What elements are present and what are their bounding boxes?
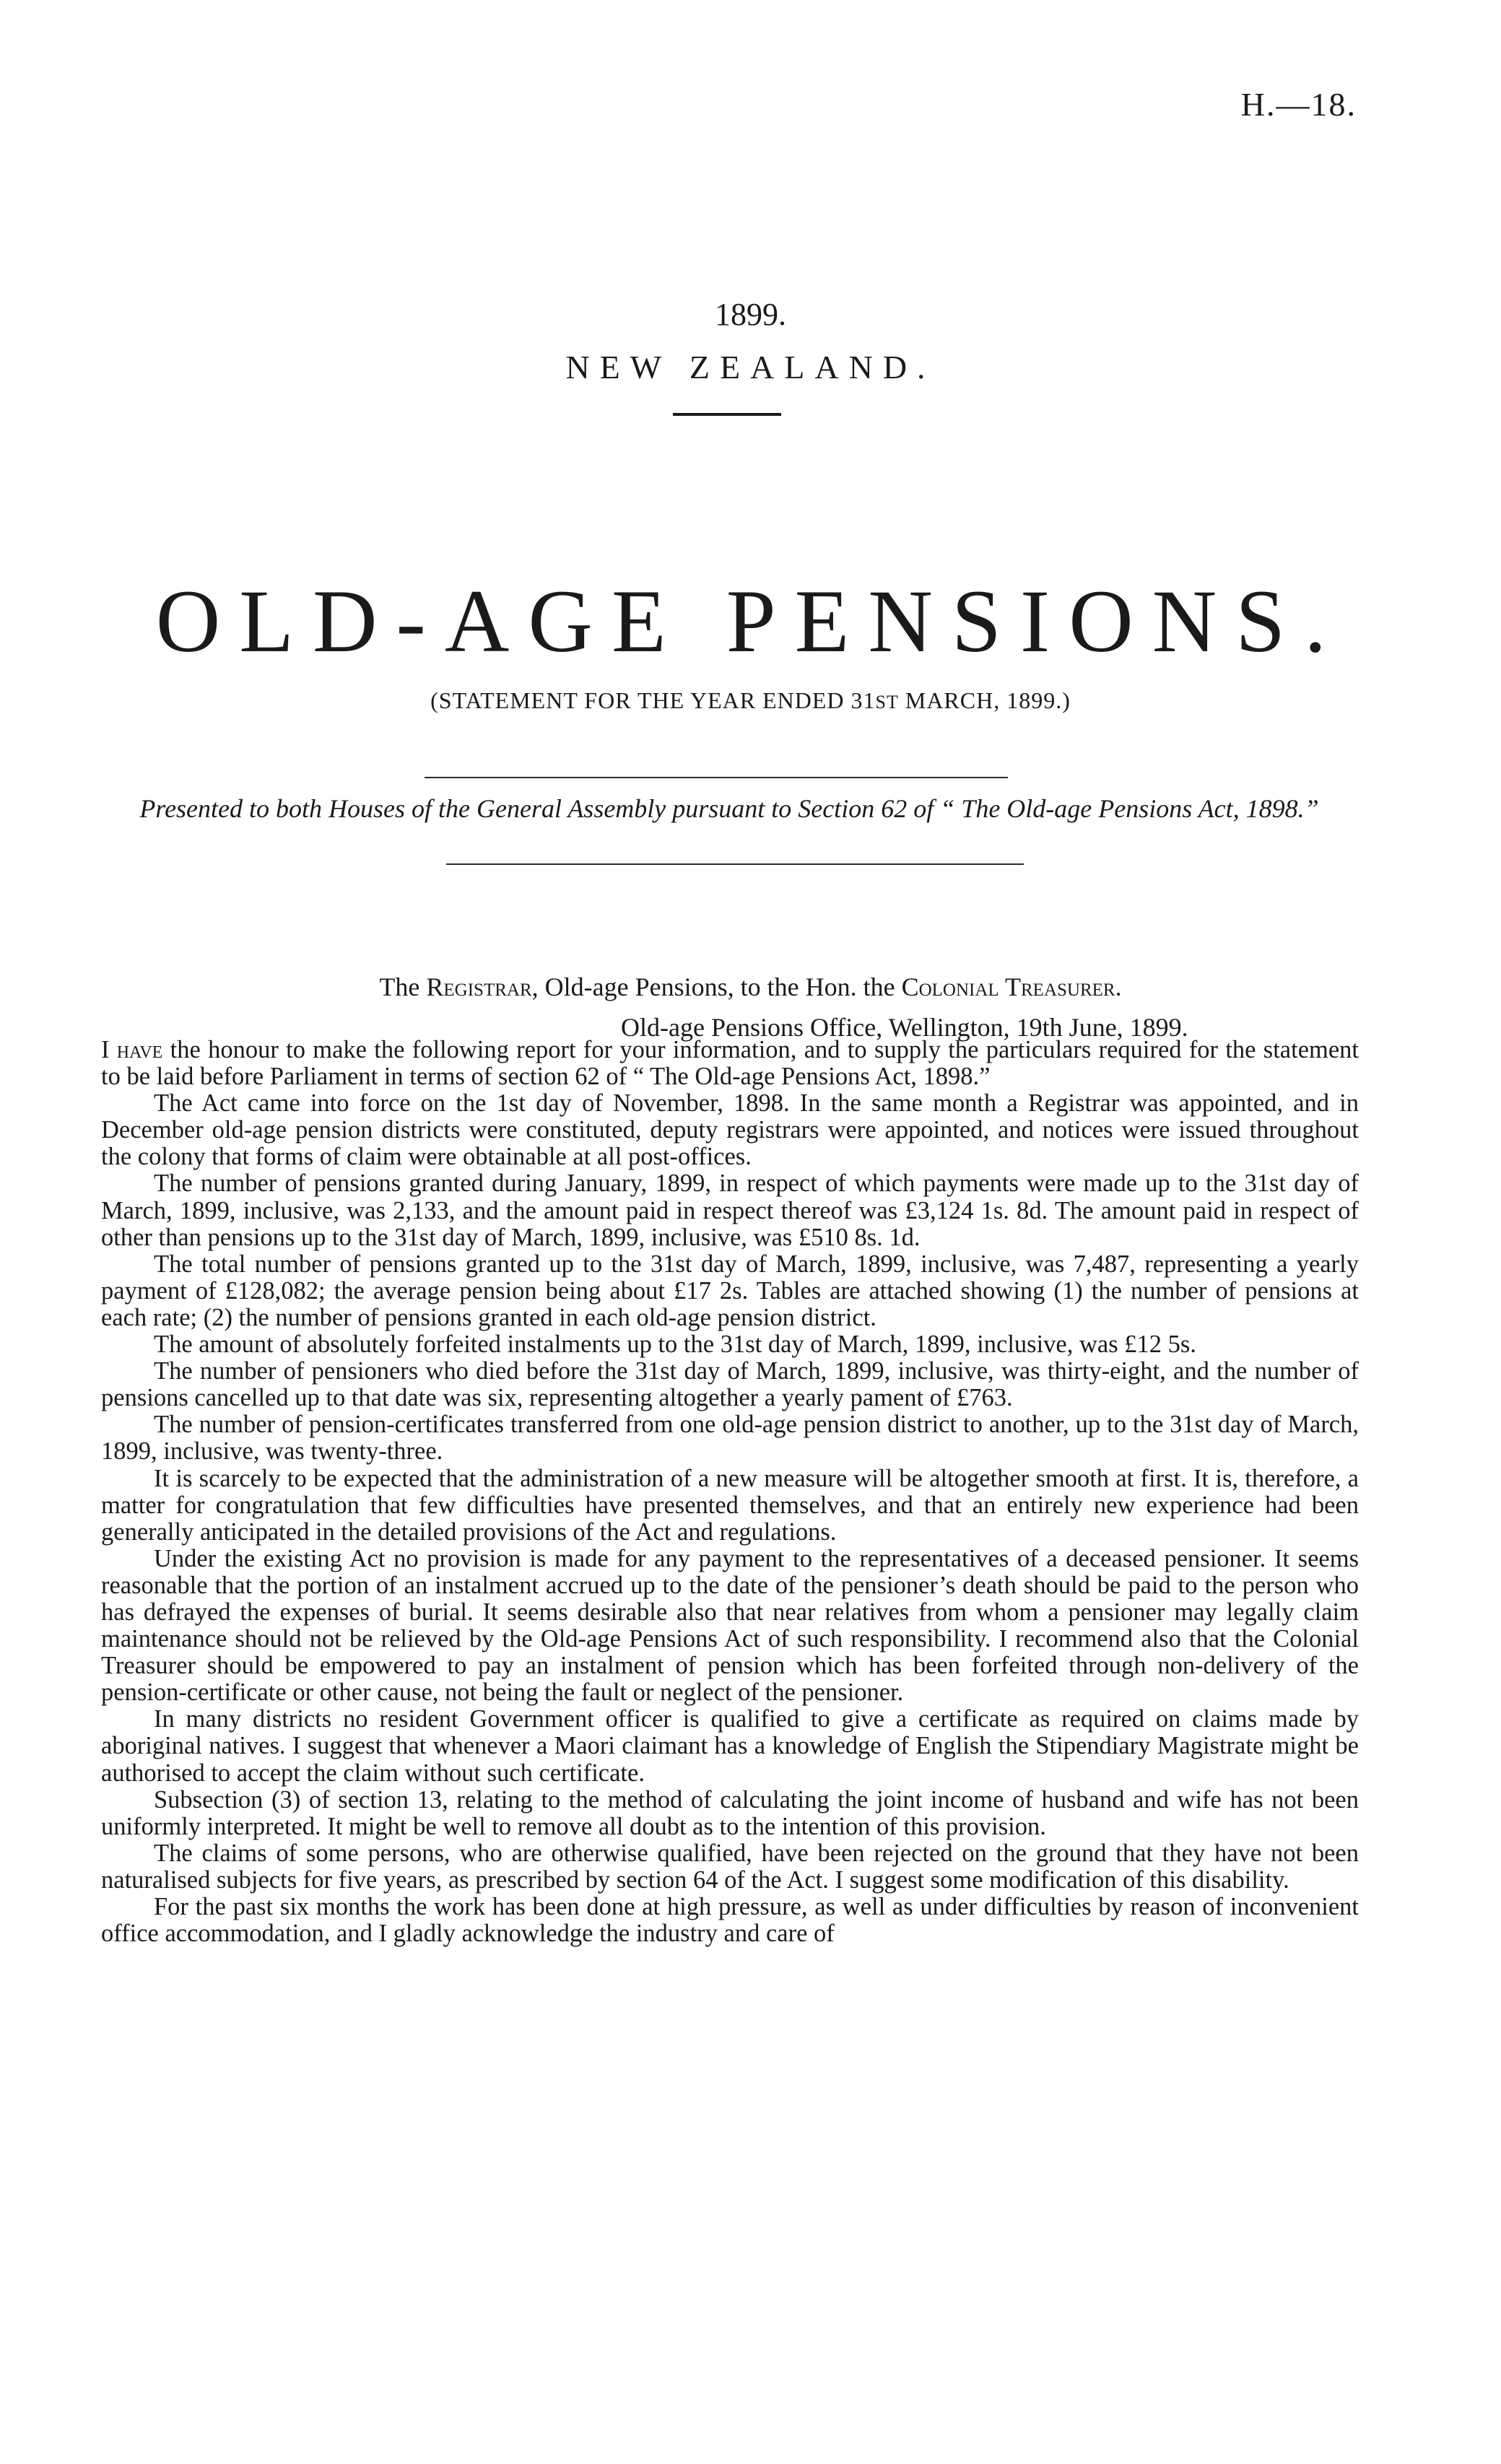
paragraph [101,1037,1359,1090]
subtitle-post: MARCH, 1899.) [898,687,1071,713]
paragraph: The number of pensioners who died before the 31st day of March, 1899, inclusive, was thirty-eight, and the number of pensions cancelled up to that date was six, representing altogether a yearly pament of £763. [101,1357,1359,1412]
subtitle-suffix: ST [875,692,899,713]
paragraph-text: the honour to make the following report for your information, and to supply the particulars required for the statement to be laid before Parliament in terms of section 62 of “ The Old-age Pensions Act, 1898.” [101,1036,1359,1091]
letter-dateline: Old-age Pensions Office, Wellington, 19th June, 1899. [621,1013,1188,1042]
masthead-rule [673,413,781,416]
presented-top-rule [425,777,1008,778]
opening-words: I have [101,1036,163,1063]
paragraph: Under the existing Act no provision is made for any payment to the representatives of a deceased pensioner. It seems reasonable that the portion of an instalment accrued up to the date of the pensioner’s death should be paid to the person who has defrayed the expenses of burial. It seems desirable also that near relatives from whom a pensioner may legally claim maintenance should not be relieved by the Old-age Pensions Act of such responsibility. I recommend also that the Colonial Treasurer should be empowered to pay an instalment of pension which has been forfeited through non-delivery of the pension-certificate or other cause, not being the fault or neglect of the pensioner. [101,1544,1359,1707]
subtitle-pre: (STATEMENT FOR THE YEAR ENDED 31 [430,687,876,713]
presented-bottom-rule [446,863,1024,865]
letter-header-end: . [1115,972,1122,1001]
paragraph: The number of pensions granted during January, 1899, in respect of which payments were made up to the 31st day of March, 1899, inclusive, was 2,133, and the amount paid in respect thereof was £3,124 1s. 8d. The amount paid in respect of other than pensions up to the 31st day of March, 1899, inclusive, was £510 8s. 1d. [101,1170,1359,1251]
document-title: OLD-AGE PENSIONS. [155,572,1346,671]
year: 1899. [715,297,786,332]
letter-body [101,1037,1359,1947]
paragraph: The amount of absolutely forfeited instalments up to the 31st day of March, 1899, inclusive, was £12 5s. [154,1331,1196,1359]
paragraph: The claims of some persons, who are otherwise qualified, have been rejected on the ground that they have not been naturalised subjects for five years, as prescribed by section 64 of the Act. I suggest some modification of this disability. [101,1839,1359,1894]
paragraph: The total number of pensions granted up to the 31st day of March, 1899, inclusive, was 7,487, representing a yearly payment of £128,082; the average pension being about £17 2s. Tables are attached showing (1) the number of pensions at each rate; (2) the number of pensions granted in each old-age pension district. [101,1250,1359,1331]
country-heading: NEW ZEALAND. [565,349,936,386]
letter-recipient: Colonial Treasurer [901,972,1115,1001]
letter-header [0,972,1501,1002]
presented-notice: Presented to both Houses of the General Assembly pursuant to Section 62 of “ The Old-age Pensions Act, 1898.” [139,794,1319,823]
document-subtitle [0,687,1501,714]
paragraph: The number of pension-certificates transferred from one old-age pension district to another, up to the 31st day of March, 1899, inclusive, was twenty-three. [101,1411,1359,1466]
paragraph: It is scarcely to be expected that the administration of a new measure will be altogether smooth at first. It is, therefore, a matter for congratulation that few difficulties have presented themselves, and that an entirely new experience had been generally anticipated in the detailed provisions of the Act and regulations. [101,1464,1359,1546]
paragraph: The Act came into force on the 1st day of November, 1898. In the same month a Registrar was appointed, and in December old-age pension districts were constituted, deputy registrars were appointed, and notices were issued throughout the colony that forms of claim were obtainable at all post-offices. [101,1089,1359,1171]
paragraph: In many districts no resident Government officer is qualified to give a certificate as required on claims made by aboriginal natives. I suggest that whenever a Maori claimant has a knowledge of English the Stipendiary Magistrate might be authorised to accept the claim without such certificate. [101,1705,1359,1787]
paragraph: For the past six months the work has been done at high pressure, as well as under difficulties by reason of inconvenient office accommodation, and I gladly acknowledge the industry and care of [101,1893,1359,1948]
paragraph: Subsection (3) of section 13, relating to the method of calculating the joint income of husband and wife has not been uniformly interpreted. It might be well to remove all doubt as to the intention of this provision. [101,1785,1359,1840]
letter-header-mid: , Old-age Pensions, to the Hon. the [531,972,902,1001]
document-code: H.—18. [1240,86,1357,123]
letter-sender: Registrar [426,972,532,1001]
letter-header-the: The [379,972,427,1001]
